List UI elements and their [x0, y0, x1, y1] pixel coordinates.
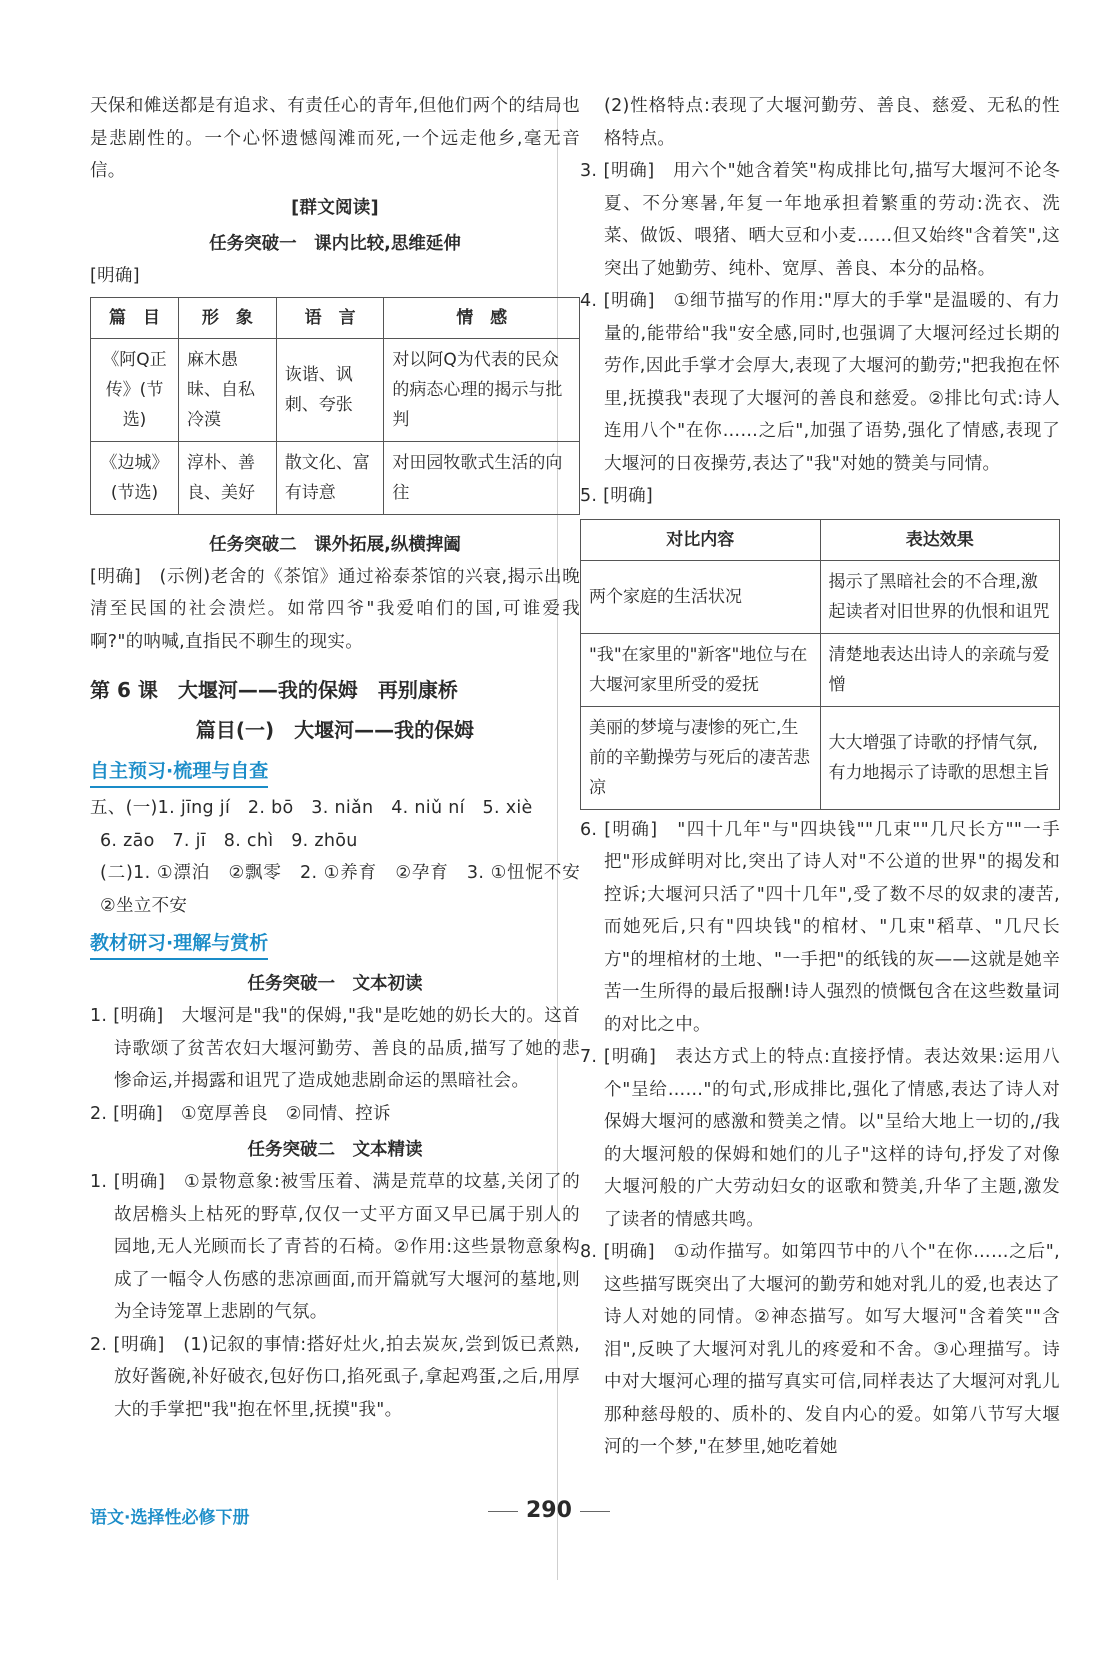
pinyin-line-1: 五、(一)1. jīng jí 2. bō 3. niǎn 4. niǔ ní 5. xiè: [90, 798, 533, 818]
table-row: [581, 560, 1060, 633]
lesson-title: 第 6 课 大堰河——我的保姆 再别康桥: [90, 678, 458, 702]
header-cell: 篇 目: [91, 297, 179, 338]
header-cell: 情 感: [384, 297, 580, 338]
answer-8: 8. [明确] ①动作描写。如第四节中的八个"在你……之后",这些描写既突出了大堰河的勤劳和她对乳儿的爱,也表达了诗人对她的同情。②神态描写。如写大堰河"含着笑""含泪",反映了大堰河对乳儿的疼爱和不舍。③心理描写。诗中对大堰河心理的描写真实可信,同样表达了大堰河对乳儿那种慈母般的、质朴的、发自内心的爱。如第八节写大堰河的一个梦,"在梦里,她吃着她: [580, 1242, 1060, 1457]
header-cell: 表达效果: [820, 519, 1060, 560]
answer-3: 3. [明确] 用六个"她含着笑"构成排比句,描写大堰河不论冬夏、不分寒暑,年复一年地承担着繁重的劳动:洗衣、洗菜、做饭、喂猪、晒大豆和小麦……但又始终"含着笑",这突出了她勤劳、纯朴、宽厚、善良、本分的品格。: [580, 161, 1060, 279]
table-row: [91, 338, 580, 441]
right-column: [580, 90, 1060, 1464]
answer-4: 4. [明确] ①细节描写的作用:"厚大的手掌"是温暖的、有力量的,能带给"我"安全感,同时,也强调了大堰河经过长期的劳作,因此手掌才会厚大,表现了大堰河的勤劳;"把我抱在怀里,抚摸我"表现了大堰河的善良和慈爱。②排比句式:诗人连用八个"在你……之后",加强了语势,强化了情感,表现了大堰河的日夜操劳,表达了"我"对她的赞美与同情。: [580, 291, 1060, 474]
task1-heading: 任务突破一 课内比较,思维延伸: [209, 234, 461, 254]
header-cell: 语 言: [276, 297, 384, 338]
group-reading-heading: [群文阅读]: [291, 197, 379, 218]
table-row: [581, 706, 1060, 809]
page-number-block: [480, 1498, 618, 1523]
section-band-study: 教材研习·理解与赏析: [90, 928, 268, 960]
table-cell: 美丽的梦境与凄惨的死亡,生前的辛勤操劳与死后的凄苦悲凉: [581, 706, 821, 809]
table-cell: 两个家庭的生活状况: [581, 560, 821, 633]
read2-answer-2b: (2)性格特点:表现了大堰河勤劳、善良、慈爱、无私的性格特点。: [604, 96, 1060, 149]
table-cell: 对以阿Q为代表的民众的病态心理的揭示与批判: [384, 338, 580, 441]
table-cell: 《边城》(节选): [91, 441, 179, 514]
table-cell: 大大增强了诗歌的抒情气氛,有力地揭示了诗歌的思想主旨: [820, 706, 1060, 809]
left-column: [90, 90, 598, 1426]
table-cell: 对田园牧歌式生活的向往: [384, 441, 580, 514]
task2-heading: 任务突破二 课外拓展,纵横捭阖: [209, 534, 461, 555]
table-cell: 散文化、富有诗意: [276, 441, 384, 514]
table-header-row: [581, 519, 1060, 560]
read1-heading: 任务突破一 文本初读: [247, 974, 423, 994]
table-cell: "我"在家里的"新客"地位与在大堰河家里所受的爱抚: [581, 633, 821, 706]
answer-6: 6. [明确] "四十几年"与"四块钱""几束""几尺长方""一手把"形成鲜明对比,突出了诗人对"不公道的世界"的揭发和控诉;大堰河只活了"四十几年",受了数不尽的奴隶的凄苦,而她死后,只有"四块钱"的棺材、"几束"稻草、"几尺长方"的埋棺材的土地、"一手把"的纸钱的灰——这就是她辛苦一生所得的最后报酬!诗人强烈的愤慨包含在这些数量词的对比之中。: [580, 819, 1060, 1035]
table-row: [91, 441, 580, 514]
read2-heading: 任务突破二 文本精读: [247, 1140, 423, 1160]
table-header-row: [91, 297, 580, 338]
answer-7: 7. [明确] 表达方式上的特点:直接抒情。表达效果:运用八个"呈给……"的句式,形成排比,强化了情感,表达了诗人对保姆大堰河的感激和赞美之情。以"呈给大地上一切的,/我的大堰河般的保姆和她们的儿子"这样的诗句,抒发了对像大堰河般的广大劳动妇女的讴歌和赞美,升华了主题,激发了读者的情感共鸣。: [580, 1047, 1060, 1230]
read1-answer-2: 2. [明确] ①宽厚善良 ②同情、控诉: [90, 1103, 391, 1124]
section-band-preview: 自主预习·梳理与自查: [90, 756, 268, 788]
pinyin-line-2: 6. zāo 7. jī 8. chì 9. zhōu: [100, 830, 358, 851]
header-cell: 对比内容: [581, 519, 821, 560]
page-dash-right: [580, 1511, 610, 1512]
table-cell: 诙谐、讽刺、夸张: [276, 338, 384, 441]
page-number: 290: [526, 1498, 572, 1523]
mingque-label: [明确]: [90, 266, 140, 286]
task2-answer: [明确] (示例)老舍的《茶馆》通过裕泰茶馆的兴衰,揭示出晚清至民国的社会溃烂。如常四爷"我爱咱们的国,可谁爱我啊?"的呐喊,直指民不聊生的现实。: [90, 566, 580, 652]
comparison-table-1: [90, 297, 580, 515]
read2-answer-1: 1. [明确] ①景物意象:被雪压着、满是荒草的坟墓,关闭了的故居檐头上枯死的野草,仅仅一丈平方面又早已属于别人的园地,无人光顾而长了青苔的石椅。②作用:这些景物意象构成了一幅令人伤感的悲凉画面,而开篇就写大堰河的墓地,则为全诗笼罩上悲剧的气氛。: [90, 1172, 580, 1322]
table-cell: 清楚地表达出诗人的亲疏与爱憎: [820, 633, 1060, 706]
word-answers: (二)1. ①漂泊 ②飘零 2. ①养育 ②孕育 3. ①忸怩不安 ②坐立不安: [100, 863, 598, 916]
table-row: [581, 633, 1060, 706]
book-title: 语文·选择性必修下册: [90, 1508, 250, 1528]
table-cell: 淳朴、善良、美好: [179, 441, 277, 514]
read1-answer-1: 1. [明确] 大堰河是"我"的保姆,"我"是吃她的奶长大的。这首诗歌颂了贫苦农妇大堰河勤劳、善良的品质,描写了她的悲惨命运,并揭露和诅咒了造成她悲剧命运的黑暗社会。: [90, 1006, 580, 1091]
intro-paragraph: 天保和傩送都是有追求、有责任心的青年,但他们两个的结局也是悲剧性的。一个心怀遗憾闯滩而死,一个远走他乡,毫无音信。: [90, 96, 580, 181]
header-cell: 形 象: [179, 297, 277, 338]
read2-answer-2: 2. [明确] (1)记叙的事情:搭好灶火,拍去炭灰,尝到饭已煮熟,放好酱碗,补好破衣,包好伤口,掐死虱子,拿起鸡蛋,之后,用厚大的手掌把"我"抱在怀里,抚摸"我"。: [90, 1334, 580, 1420]
answer-5: 5. [明确]: [580, 486, 654, 506]
piece-title: 篇目(一) 大堰河——我的保姆: [195, 718, 475, 742]
table-cell: 《阿Q正传》(节选): [91, 338, 179, 441]
comparison-table-2: [580, 519, 1060, 810]
page-dash-left: [488, 1511, 518, 1512]
table-cell: 麻木愚昧、自私冷漠: [179, 338, 277, 441]
table-cell: 揭示了黑暗社会的不合理,激起读者对旧世界的仇恨和诅咒: [820, 560, 1060, 633]
